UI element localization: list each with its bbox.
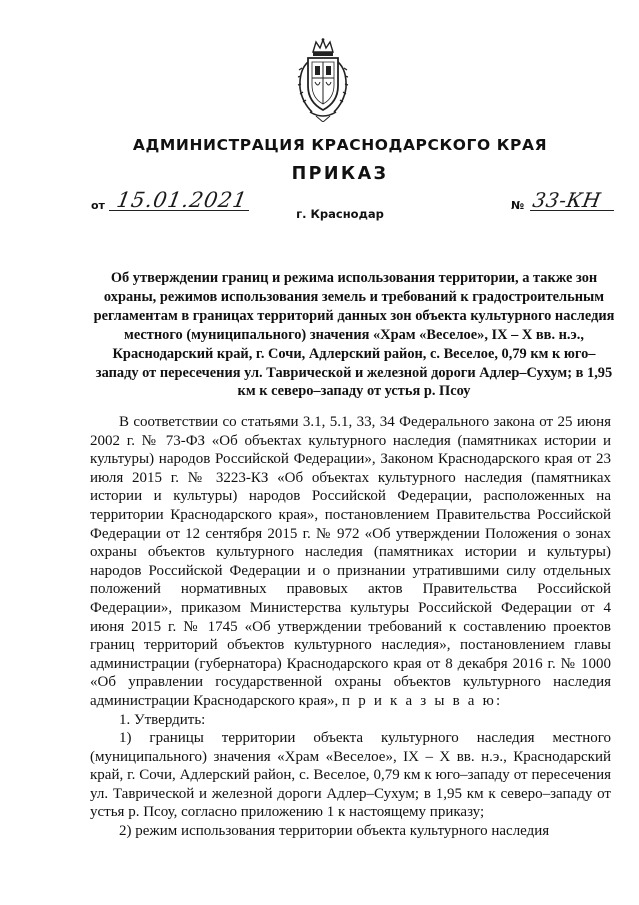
- organization-name: АДМИНИСТРАЦИЯ КРАСНОДАРСКОГО КРАЯ: [132, 136, 548, 154]
- krasnodar-coat-of-arms-icon: [296, 38, 350, 122]
- number-label: №: [511, 199, 525, 212]
- date-label: от: [91, 199, 105, 212]
- handwritten-date: 15.01.2021: [114, 188, 250, 212]
- item-1-2: 2) режим использования территории объекта культурного наследия: [119, 823, 550, 840]
- handwritten-number: 33-КН: [530, 188, 603, 212]
- document-title: Об утверждении границ и режима использования территории, а также зон охраны, режимов использования земель и требований к градостроительным регламентам в границах территорий данных зон объекта культурного наследия местного (муниципального) значения «Храм «Веселое», IX – X вв. н.э., Краснодарский край, г. Сочи, Адлерский район, с. Веселое, 0,79 км к юго–западу от пересечения ул. Таврической и железной дороги Адлер–Сухум; в 1,95 км к северо–западу от устья р. Псоу: [93, 270, 615, 400]
- item-1-1: 1) границы территории объекта культурного наследия местного (муниципального) значения «Храм «Веселое», IX – X вв. н.э., Краснодарский край, г. Сочи, Адлерский район, с. Веселое, 0,79 км к юго–западу от пересечения ул. Таврической и железной дороги Адлер–Сухум; в 1,95 км к северо–западу от устья р. Псоу, согласно приложению 1 к настоящему приказу;: [90, 730, 611, 821]
- intro-paragraph: [90, 413, 611, 711]
- item-1: 1. Утвердить:: [119, 711, 206, 728]
- intro-text: В соответствии со статьями 3.1, 5.1, 33, 34 Федерального закона от 25 июня 2002 г. № 73-ФЗ «Об объектах культурного наследия (памятниках истории и культуры) народов Российской Федерации», Законом Краснодарского края от 23 июля 2015 г. № 3223-КЗ «Об объектах культурного наследия (памятниках истории и культуры) народов Российской Федерации, расположенных на территории Краснодарского края», постановлением Правительства Российской Федерации от 12 сентября 2015 г. № 972 «Об утверждении Положения о зонах охраны объектов культурного наследия (памятниках истории и культуры) народов Российской Федерации и о признании утратившими силу отдельных положений нормативных правовых актов Правительства Российской Федерации», приказом Министерства культуры Российской Федерации от 4 июня 2015 г. № 1745 «Об утверждении требований к составлению проектов границ территорий объектов культурного наследия», постановлением главы администрации (губернатора) Краснодарского края от 8 декабря 2016 г. № 1000 «Об управлении государственной охраны объектов культурного наследия администрации Краснодарского края»,: [90, 414, 611, 709]
- order-word: п р и к а з ы в а ю:: [342, 692, 503, 709]
- city-name: г. Краснодар: [296, 207, 384, 221]
- document-type: ПРИКАЗ: [291, 164, 389, 184]
- document-body: [90, 413, 611, 841]
